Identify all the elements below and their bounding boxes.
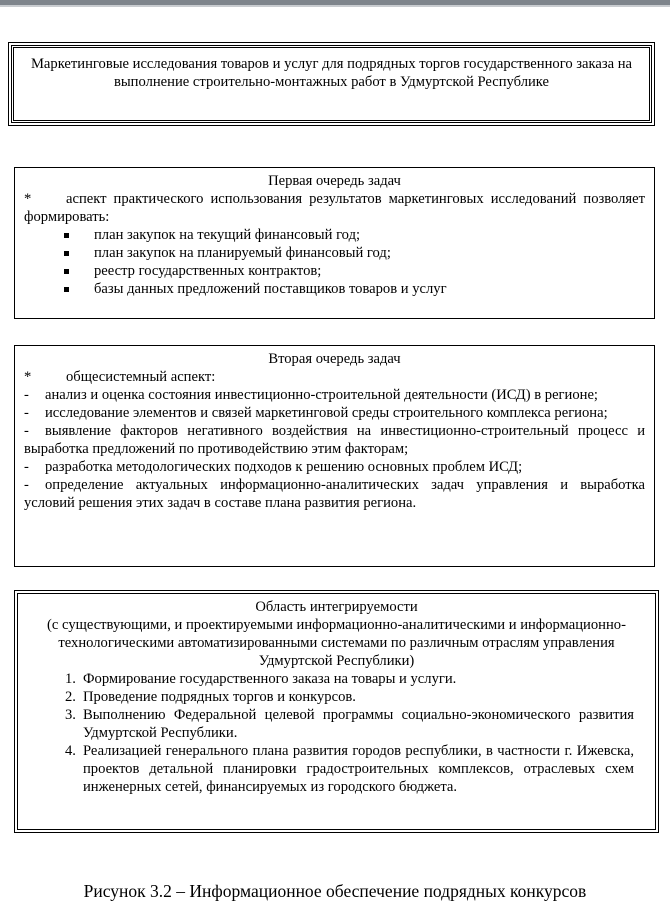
list-item [24,404,645,422]
title-box [8,42,655,126]
list-number: 4. [65,743,76,759]
square-bullet-icon [64,287,69,292]
list-item [64,280,645,298]
list-item [24,386,645,404]
square-bullet-icon [64,269,69,274]
second-tasks-heading: Вторая очередь задач [268,351,401,367]
list-item-text: Проведение подрядных торгов и конкурсов. [83,689,356,705]
list-item-text: план закупок на текущий финансовый год; [94,227,361,243]
title-box-text: Маркетинговые исследования товаров и услуг для подрядных торгов государственного заказа на выполнение строительно-монтажных работ в Удмуртской Республике [30,56,633,90]
second-tasks-intro-text: общесистемный аспект: [66,369,216,385]
dash-marker: - [24,405,29,421]
list-item [65,742,634,796]
figure-caption: Рисунок 3.2 – Информационное обеспечение подрядных конкурсов [83,881,587,901]
first-tasks-intro-text: аспект практического использования результатов маркетинговых исследований позволяет формировать: [24,191,645,225]
list-item-text: исследование элементов и связей маркетинговой среды строительного комплекса региона; [45,405,608,421]
list-item-text: реестр государственных контрактов; [94,263,322,279]
list-item-text: план закупок на планируемый финансовый год; [94,245,391,261]
first-tasks-heading: Первая очередь задач [268,173,401,189]
dash-marker: - [24,477,29,493]
window-top-bar-highlight [0,5,670,7]
list-number: 1. [65,671,76,687]
list-item [64,262,645,280]
second-tasks-box [14,345,655,567]
list-item-text: Формирование государственного заказа на товары и услуги. [83,671,457,687]
integration-heading: Область интегрируемости [255,599,418,615]
list-item [24,476,645,512]
list-item-text: анализ и оценка состояния инвестиционно-строительной деятельности (ИСД) в регионе; [45,387,598,403]
list-item [65,706,634,742]
list-item [65,670,634,688]
first-tasks-box [14,167,655,319]
first-tasks-intro [24,190,645,226]
list-item-text: разработка методологических подходов к решению основных проблем ИСД; [45,459,523,475]
list-item-text: Реализацией генерального плана развития городов республики, в частности г. Ижевска, проектов детальной планировки градостроительных комплексов, отраслевых схем инженерных сетей, финансируемых из городского бюджета. [83,743,634,795]
list-item [64,226,645,244]
dash-marker: - [24,387,29,403]
list-item [65,688,634,706]
list-item-text: выявление факторов негативного воздействия на инвестиционно-строительный процесс и выработка предложений по противодействию этим факторам; [24,423,645,457]
list-item [24,458,645,476]
list-number: 2. [65,689,76,705]
integration-list [27,670,646,796]
square-bullet-icon [64,233,69,238]
list-item [64,244,645,262]
dash-marker: - [24,459,29,475]
list-item-text: Выполнению Федеральной целевой программы социально-экономического развития Удмуртской Республики. [83,707,634,741]
first-tasks-list [24,226,645,298]
list-number: 3. [65,707,76,723]
dash-marker: - [24,423,29,439]
integration-box [14,590,659,833]
list-item [24,422,645,458]
second-tasks-intro [24,368,645,386]
integration-subheading: (с существующими, и проектируемыми информационно-аналитическими и информационно-технологическими автоматизированными системами по различным отраслям управления Удмуртской Республики) [47,617,626,669]
square-bullet-icon [64,251,69,256]
asterisk-marker: * [24,369,32,385]
asterisk-marker: * [24,191,32,207]
list-item-text: базы данных предложений поставщиков товаров и услуг [94,281,447,297]
list-item-text: определение актуальных информационно-аналитических задач управления и выработка условий решения этих задач в составе плана развития региона. [24,477,645,511]
